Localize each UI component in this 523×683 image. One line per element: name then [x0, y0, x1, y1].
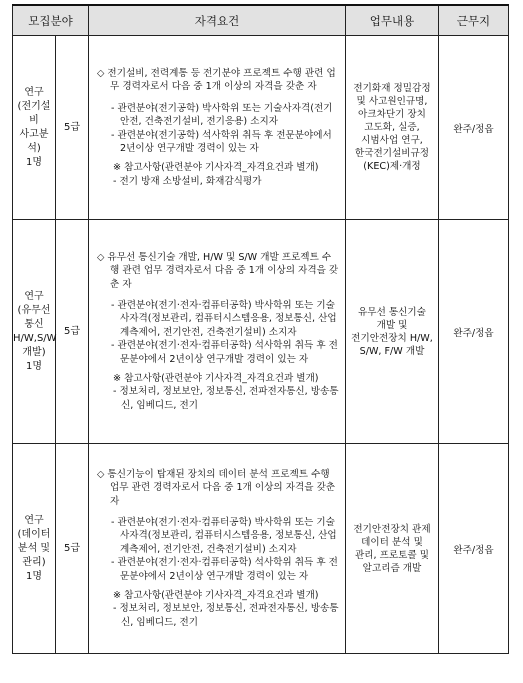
requirement-item: - 관련분야(전기·전자·컴퓨터공학) 박사학위 또는 기술사자격(정보관리, 컴퓨터시스템응용, 정보통신, 산업계측제어, 전기안전, 건축전기설비) 소지자 [111, 516, 337, 555]
requirement-note-detail: - 전기 방재 소방설비, 화재감식평가 [113, 175, 262, 187]
requirement-item: - 관련분야(전기공학) 석사학위 취득 후 전문분야에서 2년이상 연구개발 경력이 있는 자 [111, 129, 332, 154]
requirement-item: - 관련분야(전기·전자·컴퓨터공학) 석사학위 취득 후 전문분야에서 2년이상 연구개발 경력이 있는 자 [111, 557, 338, 582]
table-row [13, 444, 509, 654]
recruitment-table-container [12, 4, 508, 654]
requirement-lead: ◇ 전기설비, 전력계통 등 전기분야 프로젝트 수행 관련 업무 경력자로서 다음 중 1개 이상의 자격을 갖춘 자 [97, 67, 336, 93]
recruitment-table [12, 4, 509, 654]
requirement-item: - 관련분야(전기·전자·컴퓨터공학) 석사학위 취득 후 전문분야에서 2년이상 연구개발 경력이 있는 자 [111, 340, 338, 365]
grade-cell: 5급 [56, 220, 89, 444]
duties-cell: 전기안전장치 관제 데이터 분석 및 관리, 프로토콜 및 알고리즘 개발 [346, 444, 439, 654]
header-duties: 업무내용 [346, 5, 439, 36]
grade-cell: 5급 [56, 36, 89, 220]
grade-cell: 5급 [56, 444, 89, 654]
field-cell: 연구 (데이터 분석 및 관리) 1명 [13, 444, 56, 654]
requirement-lead: ◇ 통신기능이 탑재된 장치의 데이터 분석 프로젝트 수행 업무 관련 경력자로서 다음 중 1개 이상의 자격을 갖춘 자 [97, 468, 336, 507]
requirement-item: - 관련분야(전기공학) 박사학위 또는 기술사자격(전기안전, 건축전기설비, 전기응용) 소지자 [111, 102, 333, 128]
requirement-item: - 관련분야(전기·전자·컴퓨터공학) 박사학위 또는 기술사자격(정보관리, 컴퓨터시스템응용, 정보통신, 산업계측제어, 전기안전, 건축전기설비) 소지자 [111, 299, 337, 338]
duties-cell: 유무선 통신기술 개발 및 전기안전장치 H/W, S/W, F/W 개발 [346, 220, 439, 444]
requirement-note-detail: - 정보처리, 정보보안, 정보통신, 전파전자통신, 방송통신, 임베디드, 전기 [113, 386, 339, 411]
duties-cell: 전기화재 정밀감정 및 사고원인규명, 아크차단기 장치 고도화, 실증, 시범사업 연구, 한국전기설비규정 (KEC)제·개정 [346, 36, 439, 220]
requirement-note: ※ 참고사항(관련분야 기사자격_자격요건과 별개) [113, 590, 319, 602]
field-cell: 연구 (유무선 통신 H/W,S/W 개발) 1명 [13, 220, 56, 444]
requirement-lead: ◇ 유무선 통신기술 개발, H/W 및 S/W 개발 프로젝트 수행 관련 업무 경력자로서 다음 중 1개 이상의 자격을 갖춘 자 [97, 251, 339, 290]
location-cell: 완주/정읍 [439, 220, 509, 444]
location-cell: 완주/정읍 [439, 444, 509, 654]
requirement-note: ※ 참고사항(관련분야 기사자격_자격요건과 별개) [113, 162, 319, 174]
requirement-note: ※ 참고사항(관련분야 기사자격_자격요건과 별개) [113, 373, 319, 385]
header-requirements: 자격요건 [89, 5, 346, 36]
requirement-note-detail: - 정보처리, 정보보안, 정보통신, 전파전자통신, 방송통신, 임베디드, 전기 [113, 603, 339, 628]
requirements-cell [89, 36, 346, 220]
header-field: 모집분야 [13, 5, 89, 36]
header-location: 근무지 [439, 5, 509, 36]
location-cell: 완주/정읍 [439, 36, 509, 220]
table-row [13, 36, 509, 220]
table-row [13, 220, 509, 444]
table-header-row [13, 5, 509, 36]
field-cell: 연구 (전기설비 사고분석) 1명 [13, 36, 56, 220]
requirements-cell [89, 220, 346, 444]
requirements-cell [89, 444, 346, 654]
